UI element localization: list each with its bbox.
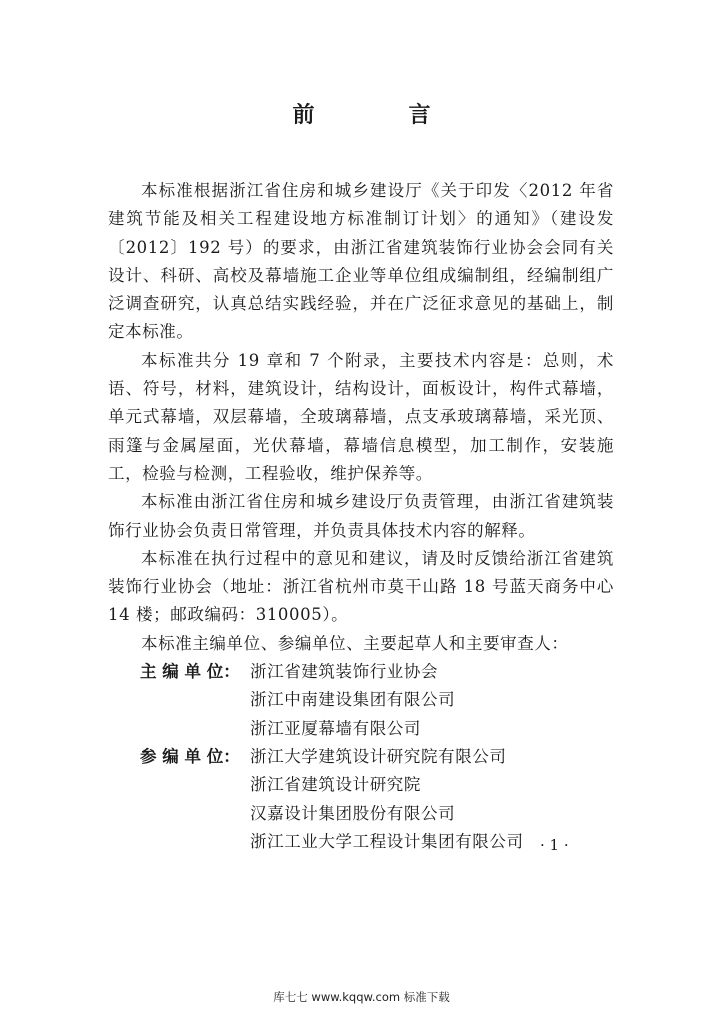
list-item: 浙江省建筑装饰行业协会	[250, 662, 439, 682]
participating-units-row	[108, 743, 614, 856]
list-item: 浙江亚厦幕墙有限公司	[250, 718, 421, 738]
list-item: 浙江大学建筑设计研究院有限公司	[250, 746, 507, 766]
drafting-units	[108, 658, 614, 856]
participating-units-list	[250, 743, 524, 856]
body-text	[108, 177, 614, 856]
chief-units-label: 主 编 单 位：	[140, 662, 240, 682]
chief-units-list	[250, 658, 455, 743]
chief-units-row	[108, 658, 614, 743]
paragraph-content: 本标准共分 19 章和 7 个附录，主要技术内容是：总则，术语、符号，材料，建筑设计，结构设计，面板设计，构件式幕墙，单元式幕墙，双层幕墙，全玻璃幕墙，点支承玻璃幕墙，采光顶、雨篷与金属屋面，光伏幕墙，幕墙信息模型，加工制作，安装施工，检验与检测，工程验收，维护保养等。	[108, 350, 614, 483]
paragraph-management: 本标准由浙江省住房和城乡建设厅负责管理，由浙江省建筑装饰行业协会负责日常管理，并负责具体技术内容的解释。	[108, 492, 614, 540]
page-title: 前 言	[292, 103, 467, 128]
list-item: 浙江工业大学工程设计集团有限公司	[250, 831, 524, 851]
list-item: 浙江中南建设集团有限公司	[250, 690, 456, 710]
paragraph-basis: 本标准根据浙江省住房和城乡建设厅《关于印发〈2012 年省建筑节能及相关工程建设地方标准制订计划〉的通知》（建设发〔2012〕192 号）的要求，由浙江省建筑装饰行业协会会同有关设计、科研、高校及幕墙施工企业等单位组成编制组，经编制组广泛调查研究，认真总结实践经验，并在广泛征求意见的基础上，制定本标准。	[108, 181, 614, 342]
list-item: 浙江省建筑设计研究院	[250, 775, 421, 795]
participating-units-label: 参 编 单 位：	[140, 746, 240, 766]
footer-watermark: 库七七 www.kqqw.com 标准下载	[273, 990, 450, 1004]
paragraph-units-intro: 本标准主编单位、参编单位、主要起草人和主要审查人：	[141, 633, 569, 653]
page-number: · 1 ·	[540, 836, 569, 854]
paragraph-feedback: 本标准在执行过程中的意见和建议，请及时反馈给浙江省建筑装饰行业协会（地址：浙江省杭州市莫干山路 18 号蓝天商务中心 14 楼；邮政编码：310005）。	[108, 548, 614, 625]
list-item: 汉嘉设计集团股份有限公司	[250, 803, 456, 823]
